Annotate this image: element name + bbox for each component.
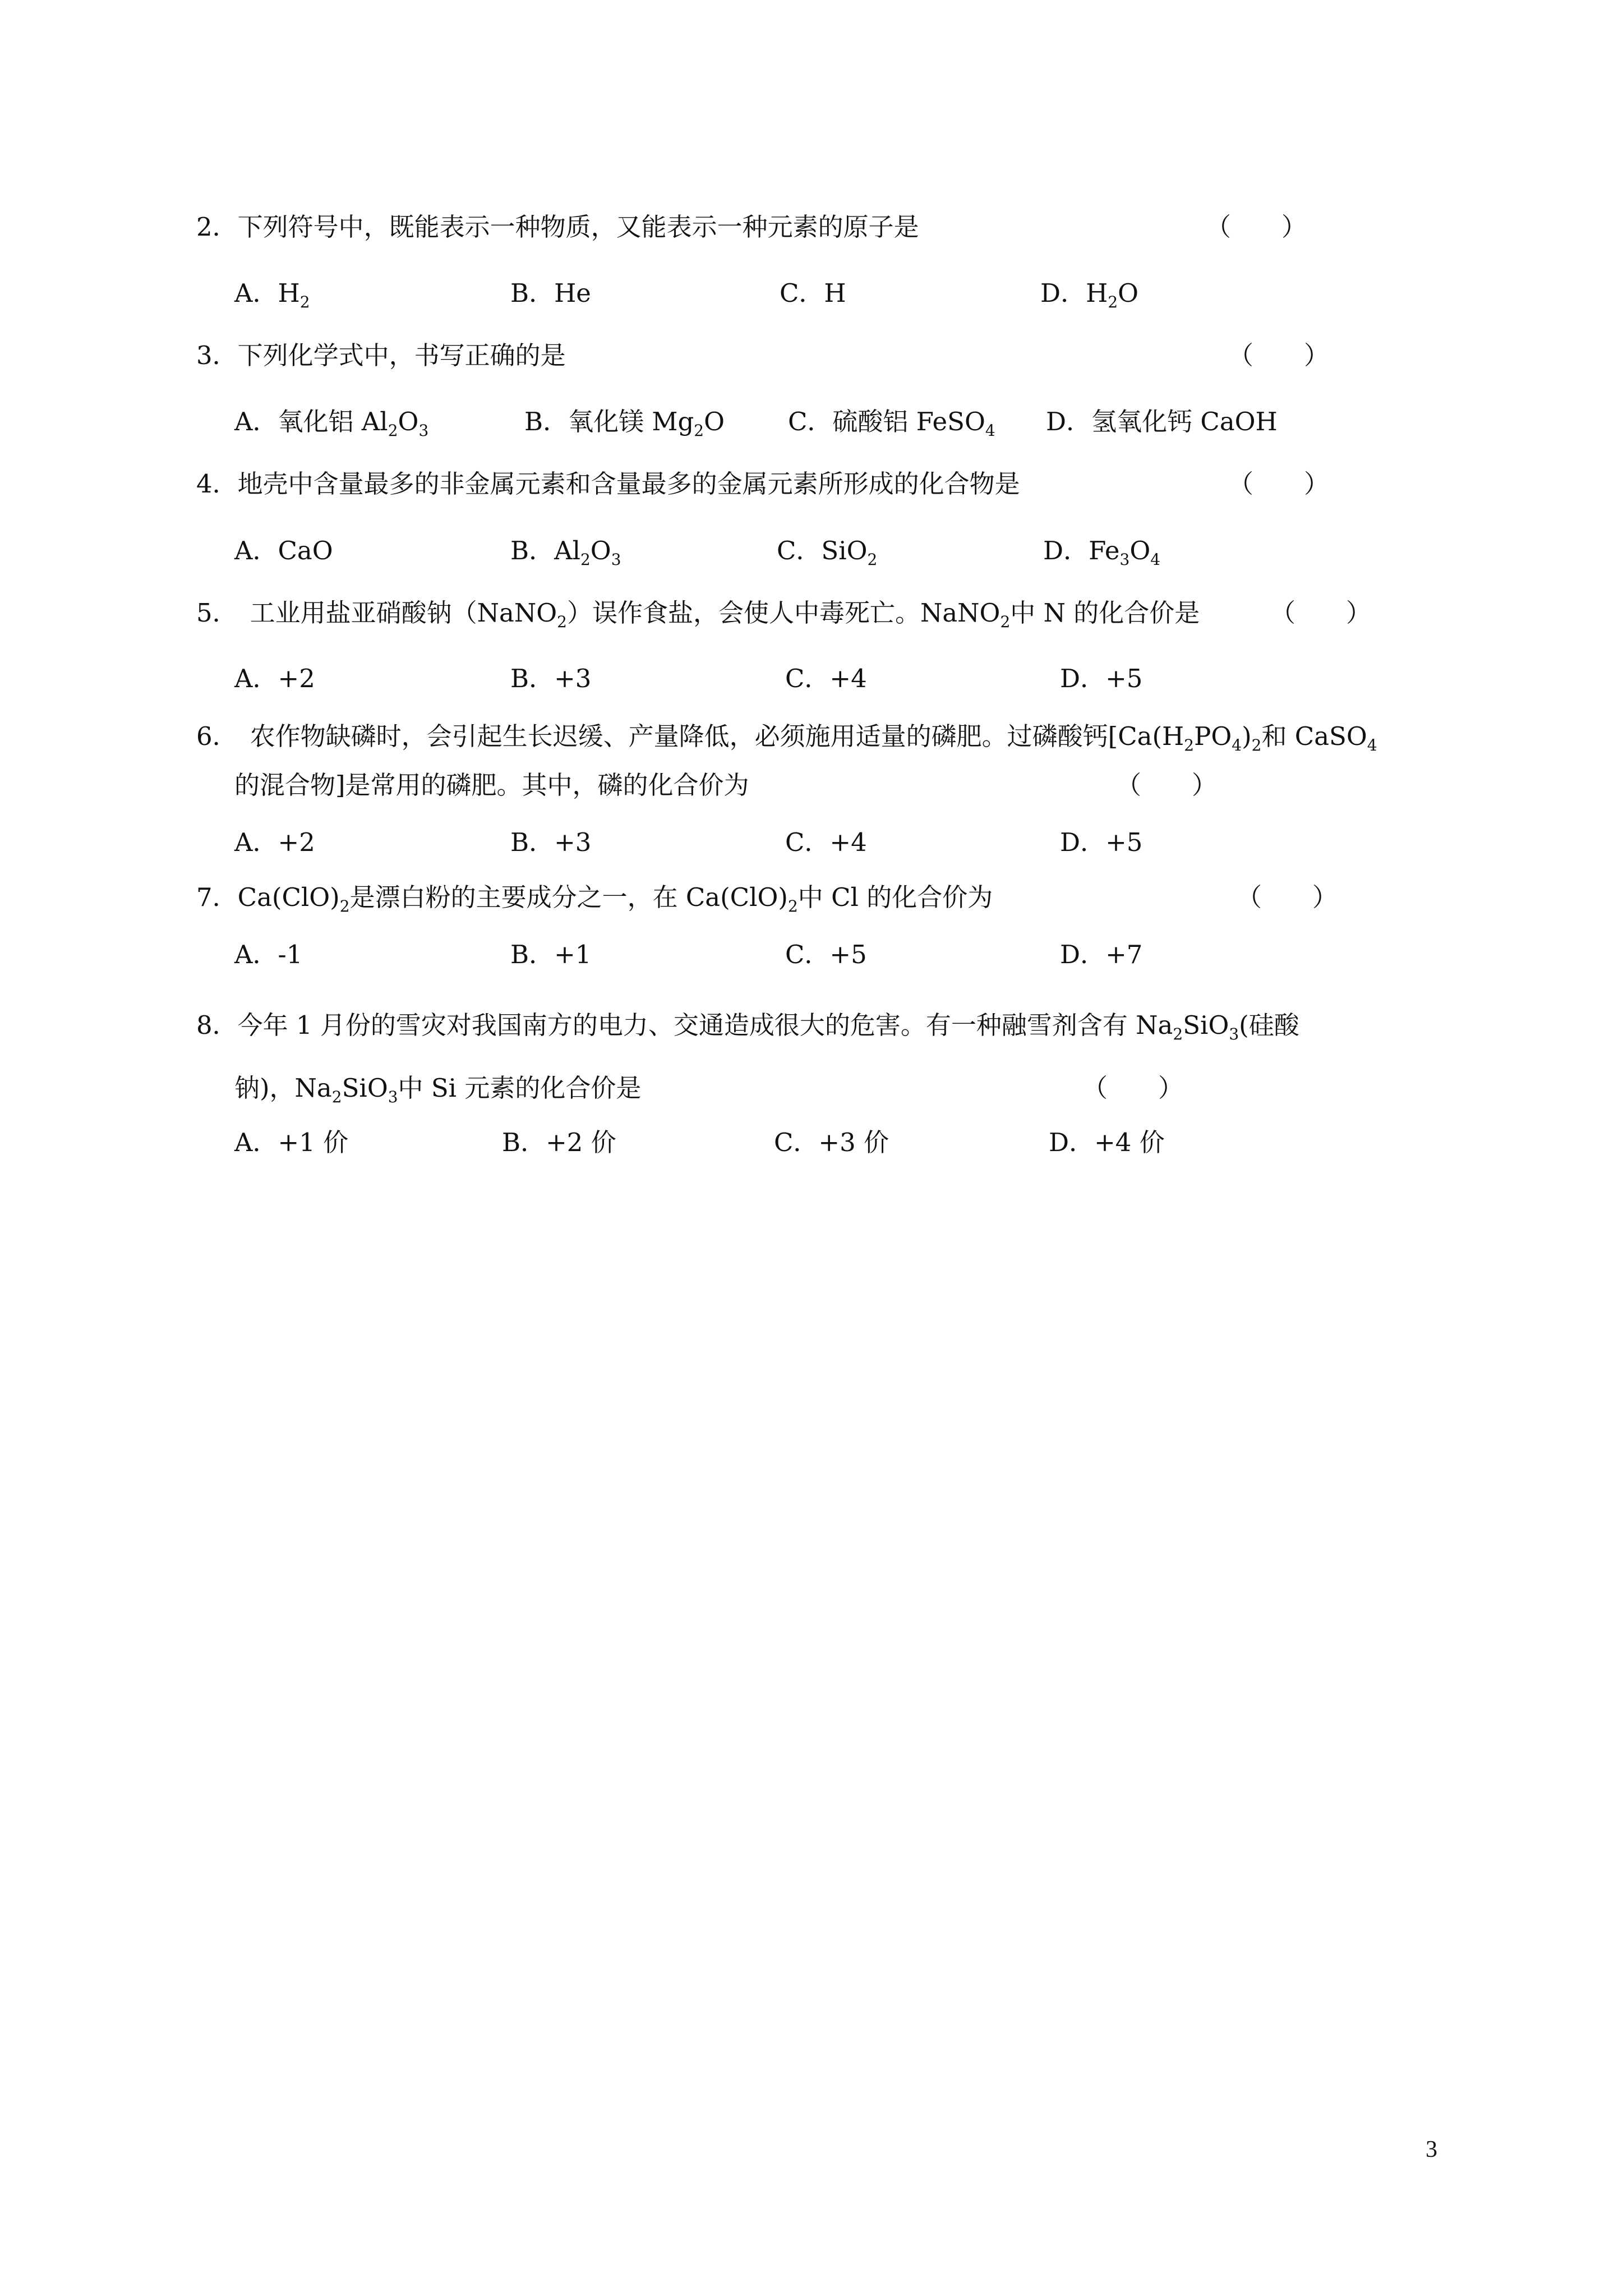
text-run: 和 CaSO [1261,721,1367,751]
option-a [234,1126,348,1159]
subscript: 2 [1251,736,1262,754]
text-run: D．H [1040,278,1108,308]
option-b [510,534,621,568]
text-run: B．Al [510,536,580,565]
stem-text [237,882,993,915]
question-2-stem [196,210,919,244]
text-run: 中 Si 元素的化合价是 [398,1073,642,1103]
text-run: ) [1242,721,1252,751]
text-run: 农作物缺磷时，会引起生长迟缓、产量降低，必须施用适量的磷肥。过磷酸钙[Ca(H [250,721,1184,751]
text-run: C．+4 [785,664,867,693]
subscript: 2 [1184,736,1195,754]
option-a [234,662,315,696]
text-run: C．硫酸铝 FeSO [788,407,985,436]
text-run: A．CaO [234,536,333,565]
text-run: C．SiO [777,536,868,565]
subscript: 2 [388,421,398,440]
option-a [234,405,428,439]
text-run: A．-1 [234,940,303,969]
text-run: O [398,407,419,436]
text-run: A．氧化铝 Al [234,407,388,436]
question-6-stem-continued [234,769,749,802]
question-8-stem [196,1009,1299,1042]
text-run: Ca(ClO) [237,882,340,912]
text-run: PO [1194,721,1232,751]
answer-blank: （ ） [1228,469,1330,499]
question-number: 4． [196,469,238,499]
text-run: D．+7 [1060,940,1143,969]
text-run: ）误作食盐，会使人中毒死亡。NaNO [566,598,1000,628]
text-run: 是漂白粉的主要成分之一，在 Ca(ClO) [349,882,788,912]
subscript: 3 [1119,550,1130,569]
text-run: B．He [510,278,591,308]
option-c [780,277,846,310]
text-run: 地壳中含量最多的非金属元素和含量最多的金属元素所形成的化合物是 [237,469,1020,499]
question-number: 2． [196,212,238,242]
text-run: D．Fe [1043,536,1120,565]
text-run: D．+5 [1060,664,1143,693]
subscript: 2 [331,1088,342,1106]
option-c [785,938,867,972]
page-number: 3 [1426,2137,1437,2162]
text-run: C．H [780,278,846,308]
subscript: 4 [1367,736,1377,754]
subscript: 4 [985,421,995,440]
text-run: 中 Cl 的化合价为 [797,882,993,912]
question-8-stem-continued [234,1071,641,1105]
text-run: C．+3 价 [774,1128,889,1157]
text-run: C．+5 [785,940,867,969]
option-a [234,277,310,310]
text-run: 今年 1 月份的雪灾对我国南方的电力、交通造成很大的危害。有一种融雪剂含有 Na [237,1010,1173,1040]
question-number: 5． [196,598,238,628]
text-run: 的混合物]是常用的磷肥。其中，磷的化合价为 [234,770,749,800]
option-b [524,405,725,439]
subscript: 2 [787,897,798,915]
option-b [510,938,591,972]
subscript: 4 [1150,550,1161,569]
text-run: D．+4 价 [1049,1128,1165,1157]
subscript: 3 [418,421,429,440]
subscript: 3 [1229,1025,1239,1043]
text-run: SiO [342,1073,388,1103]
question-7-stem [196,881,993,914]
subscript: 2 [339,897,350,915]
stem-text [250,598,1200,631]
subscript: 2 [299,293,310,311]
option-a [234,938,302,972]
option-d [1043,534,1160,568]
text-run: SiO [1183,1010,1229,1040]
text-run: B．+1 [510,940,592,969]
subscript: 2 [867,550,878,569]
text-run: D．氢氧化钙 CaOH [1046,407,1278,436]
stem-text [238,212,919,242]
question-number: 8． [196,1010,238,1040]
text-run: (硅酸 [1239,1010,1299,1040]
text-run: C．+4 [785,827,867,857]
question-number: 6． [196,721,238,751]
subscript: 3 [388,1088,398,1106]
question-5-stem [196,596,1200,630]
text-run: B．氧化镁 Mg [524,407,694,436]
answer-blank: （ ） [1237,882,1338,912]
text-run: B．+2 价 [502,1128,616,1157]
text-run: B．+3 [510,827,592,857]
answer-blank: （ ） [1270,598,1372,628]
option-c [774,1126,889,1159]
text-run: O [1129,536,1151,565]
subscript: 3 [611,550,621,569]
text-run: A．H [234,278,300,308]
option-b [510,826,591,859]
text-run: 下列化学式中，书写正确的是 [237,341,566,370]
subscript: 2 [1000,613,1011,631]
option-b [510,277,591,310]
option-c [785,826,867,859]
text-run: O [1118,278,1139,308]
answer-blank: （ ） [1228,341,1330,370]
answer-blank: （ ） [1116,770,1218,800]
text-run: D．+5 [1060,827,1143,857]
subscript: 2 [694,421,704,440]
option-d [1046,405,1278,439]
text-run: B．+3 [510,664,592,693]
text-run: 工业用盐亚硝酸钠（NaNO [250,598,557,628]
option-c [785,662,867,696]
option-d [1040,277,1138,310]
option-c [777,534,877,568]
option-a [234,826,315,859]
option-d [1060,826,1142,859]
option-b [510,662,591,696]
question-6-stem [196,720,1377,753]
answer-blank: （ ） [1206,212,1307,242]
question-4-stem [196,467,1020,501]
stem-text [238,469,1020,499]
option-d [1060,662,1142,696]
option-c [788,405,995,439]
subscript: 2 [1173,1025,1183,1043]
subscript: 4 [1232,736,1242,754]
text-run: O [590,536,611,565]
text-run: O [704,407,725,436]
answer-blank: （ ） [1082,1073,1184,1103]
option-a [234,534,333,568]
text-run: A．+2 [234,827,315,857]
text-run: 中 N 的化合价是 [1010,598,1200,628]
subscript: 2 [557,613,567,631]
question-3-stem [196,339,566,372]
text-run: A．+2 [234,664,315,693]
stem-text [250,721,1377,754]
subscript: 2 [1108,293,1118,311]
stem-text [238,341,566,370]
stem-text [237,1010,1299,1043]
question-number: 7． [196,882,238,912]
text-run: A．+1 价 [234,1128,349,1157]
subscript: 2 [580,550,591,569]
option-d [1049,1126,1165,1159]
option-b [502,1126,616,1159]
question-number: 3． [196,341,238,370]
text-run: 下列符号中，既能表示一种物质，又能表示一种元素的原子是 [237,212,919,242]
option-d [1060,938,1142,972]
text-run: 钠)，Na [234,1073,332,1103]
